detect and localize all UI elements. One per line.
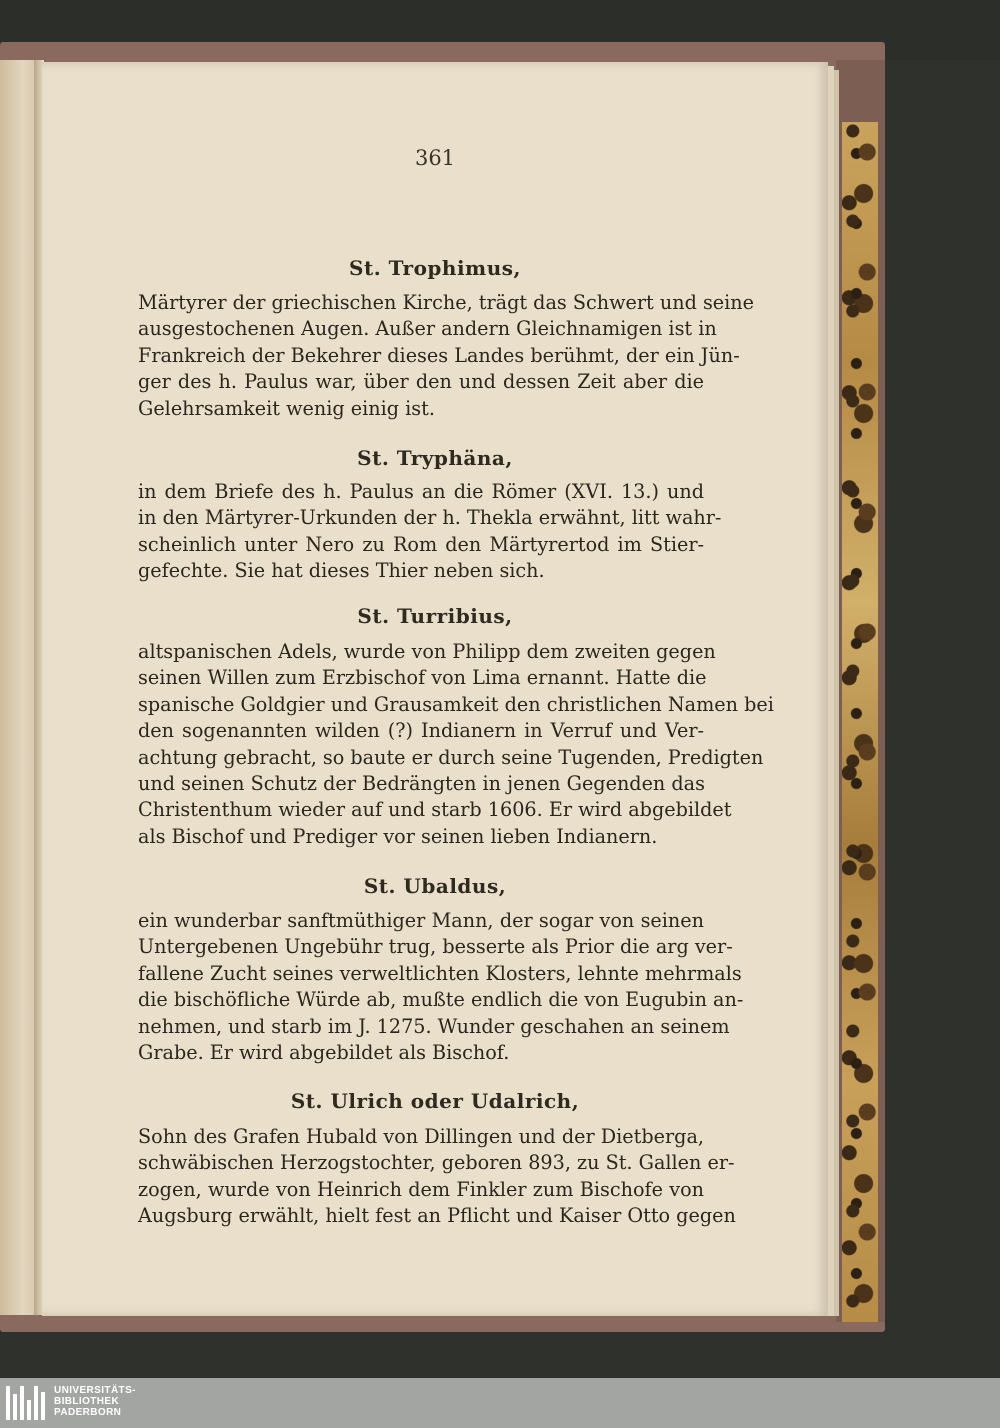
- text-line: die bischöfliche Würde ab, mußte endlich die von Eugubin an-: [138, 988, 744, 1012]
- library-name: [54, 1385, 136, 1418]
- entry-heading: St. Turribius,: [357, 604, 513, 628]
- text-line: altspanischen Adels, wurde von Philipp dem zweiten gegen: [138, 640, 716, 663]
- text-line: Sohn des Grafen Hubald von Dillingen und der Dietberga,: [138, 1125, 704, 1148]
- library-logo-icon: [6, 1386, 50, 1420]
- entry-heading: St. Tryphäna,: [357, 446, 513, 470]
- entry-text: [138, 908, 744, 1066]
- text-line: ein wunderbar sanftmüthiger Mann, der sogar von seinen: [138, 909, 704, 932]
- text-line: Gelehrsamkeit wenig einig ist.: [138, 396, 435, 420]
- text-line: Untergebenen Ungebühr trug, besserte als Prior die arg ver-: [138, 935, 733, 959]
- text-line: den sogenannten wilden (?) Indianern in Verruf und Ver-: [138, 719, 704, 743]
- library-name-line: BIBLIOTHEK: [54, 1396, 120, 1407]
- text-line: nehmen, und starb im J. 1275. Wunder geschahen an seinem: [138, 1014, 730, 1038]
- entry-heading: St. Ubaldus,: [363, 874, 507, 898]
- text-line: zogen, wurde von Heinrich dem Finkler zum Bischofe von: [138, 1177, 704, 1201]
- text-line: achtung gebracht, so baute er durch seine Tugenden, Predigten: [138, 745, 764, 769]
- marbled-page-edge: [842, 122, 878, 1322]
- library-name-line: PADERBORN: [54, 1407, 122, 1418]
- book-page: [42, 62, 828, 1316]
- text-line: als Bischof und Prediger vor seinen lieben Indianern.: [138, 824, 658, 848]
- text-line: schwäbischen Herzogstochter, geboren 893, zu St. Gallen er-: [138, 1151, 735, 1175]
- text-line: Grabe. Er wird abgebildet als Bischof.: [138, 1041, 510, 1065]
- text-line: Augsburg erwählt, hielt fest an Pflicht und Kaiser Otto gegen: [138, 1204, 736, 1228]
- library-footer: [0, 1378, 1000, 1428]
- text-line: in dem Briefe des h. Paulus an die Römer (XVI. 13.) und: [138, 480, 704, 503]
- text-line: ausgestochenen Augen. Außer andern Gleichnamigen ist in: [138, 317, 717, 341]
- entry-text: [138, 290, 755, 422]
- text-line: scheinlich unter Nero zu Rom den Märtyrertod im Stier-: [138, 532, 704, 556]
- page-number: 361: [414, 146, 456, 170]
- text-line: ger des h. Paulus war, über den und dessen Zeit aber die: [138, 370, 704, 394]
- text-line: in den Märtyrer-Urkunden der h. Thekla erwähnt, litt wahr-: [138, 506, 722, 530]
- text-line: Christenthum wieder auf und starb 1606. Er wird abgebildet: [138, 798, 732, 822]
- entry-text: [138, 639, 774, 850]
- text-line: fallene Zucht seines verweltlichten Klosters, lehnte mehrmals: [138, 961, 742, 985]
- entry-heading: St. Trophimus,: [349, 256, 521, 280]
- text-line: und seinen Schutz der Bedrängten in jenen Gegenden das: [138, 772, 705, 796]
- text-line: Frankreich der Bekehrer dieses Landes berühmt, der ein Jün-: [138, 343, 740, 367]
- text-line: seinen Willen zum Erzbischof von Lima ernannt. Hatte die: [138, 666, 707, 690]
- entry-text: [138, 1124, 736, 1230]
- text-line: gefechte. Sie hat dieses Thier neben sich.: [138, 559, 545, 583]
- entry-text: [138, 479, 722, 585]
- library-name-line: UNIVERSITÄTS-: [54, 1385, 136, 1396]
- text-line: Märtyrer der griechischen Kirche, trägt das Schwert und seine: [138, 291, 755, 314]
- text-line: spanische Goldgier und Grausamkeit den christlichen Namen bei: [138, 692, 774, 716]
- left-page-edge: [0, 60, 38, 1315]
- entry-heading: St. Ulrich oder Udalrich,: [290, 1089, 580, 1113]
